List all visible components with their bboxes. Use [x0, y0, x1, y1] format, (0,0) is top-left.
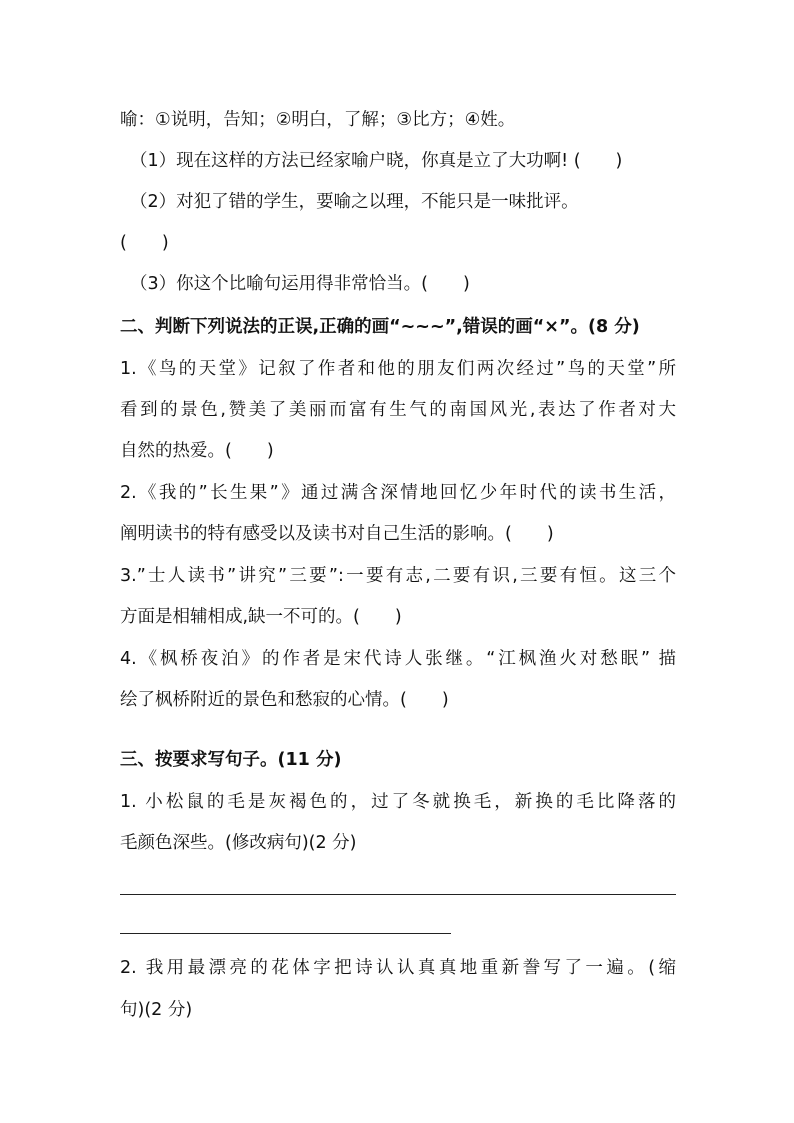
item-3-1-line-1: 1. 小松鼠的毛是灰褐色的，过了冬就换毛，新换的毛比降落的 — [120, 792, 676, 812]
item-2-3-line-2: 方面是相辅相成,缺一不可的。( ) — [120, 607, 402, 627]
definitions-line: 喻：①说明，告知；②明白，了解；③比方；④姓。 — [120, 110, 516, 130]
section-2-heading: 二、判断下列说法的正误,正确的画“~~~”,错误的画“×”。(8 分) — [120, 317, 640, 337]
answer-line-2[interactable] — [120, 933, 451, 934]
question-1-2-answer-bracket: ( ) — [120, 233, 169, 253]
question-1-2: （2）对犯了错的学生，要喻之以理，不能只是一味批评。 — [130, 192, 579, 212]
section-3-heading: 三、按要求写句子。(11 分) — [120, 750, 342, 770]
item-2-1-line-3: 自然的热爱。( ) — [120, 441, 274, 461]
item-3-1-line-2: 毛颜色深些。(修改病句)(2 分) — [120, 833, 357, 853]
item-2-2-line-1: 2.《我的”长生果”》通过满含深情地回忆少年时代的读书生活， — [120, 483, 676, 503]
item-3-2-line-2: 句)(2 分) — [120, 1000, 193, 1020]
item-3-2-line-1: 2. 我用最漂亮的花体字把诗认认真真地重新誊写了一遍。(缩 — [120, 958, 676, 978]
item-2-3-line-1: 3.”士人读书”讲究”三要”:一要有志,二要有识,三要有恒。这三个 — [120, 566, 676, 586]
question-1-1: （1）现在这样的方法已经家喻户晓，你真是立了大功啊! ( ) — [130, 151, 623, 171]
question-1-3: （3）你这个比喻句运用得非常恰当。( ) — [130, 274, 470, 294]
item-2-1-line-2: 看到的景色,赞美了美丽而富有生气的南国风光,表达了作者对大 — [120, 400, 676, 420]
item-2-4-line-1: 4.《枫桥夜泊》的作者是宋代诗人张继。“江枫渔火对愁眠” 描 — [120, 649, 676, 669]
item-2-4-line-2: 绘了枫桥附近的景色和愁寂的心情。( ) — [120, 690, 449, 710]
item-2-1-line-1: 1.《鸟的天堂》记叙了作者和他的朋友们两次经过”鸟的天堂”所 — [120, 359, 676, 379]
answer-line-1[interactable] — [120, 894, 676, 895]
item-2-2-line-2: 阐明读书的特有感受以及读书对自己生活的影响。( ) — [120, 524, 554, 544]
